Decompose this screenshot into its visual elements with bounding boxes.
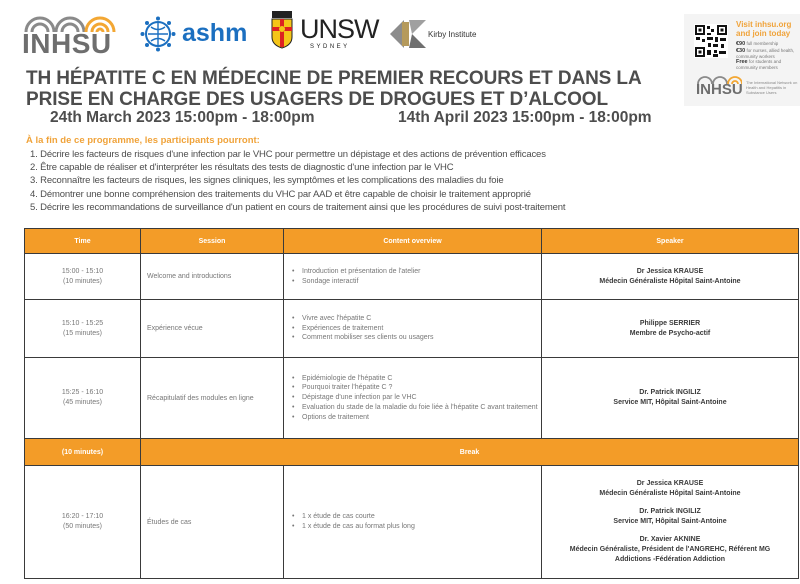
duration: (10 minutes) (63, 277, 102, 285)
header-time: Time (25, 229, 141, 254)
content-item: • Vivre avec l'hépatite C (292, 314, 541, 324)
speaker-role: Médecin Généraliste Hôpital Saint-Antoine (599, 277, 741, 285)
content-cell (284, 358, 542, 439)
content-cell (284, 466, 542, 579)
promo-visit-text[interactable]: Visit inhsu.org and join today (736, 20, 792, 38)
promo-price-free: Free for students and community members (736, 59, 782, 70)
break-duration: (10 minutes) (25, 439, 141, 466)
objectives-heading: À la fin de ce programme, les participants pourront: (26, 135, 260, 146)
duration: (50 minutes) (63, 523, 102, 530)
objective-item: 4. Démontrer une bonne compréhension des traitements du VHC par AAD et être capable de choisir le traitement approprié (30, 188, 531, 200)
promo-price-nurses: €30 for nurses, allied health, community workers (736, 48, 795, 59)
table-header-row (25, 229, 799, 254)
session-cell: Expérience vécue (141, 300, 284, 358)
unsw-wordmark: UNSW (300, 14, 379, 44)
content-item: • Dépistage d'une infection par le VHC (292, 393, 541, 403)
promo-tagline: The International Network on Health and Hepatitis in Substance Users (746, 80, 798, 95)
objective-item: 1. Décrire les facteurs de risques d'une infection par le VHC pour permettre un dépistage et des actions de prévention efficaces (30, 149, 546, 160)
speaker-cell (542, 300, 799, 358)
table-row (25, 300, 799, 358)
table-row (25, 254, 799, 300)
content-item: • Pourquoi traiter l'hépatite C ? (292, 383, 541, 393)
unsw-logo (270, 11, 379, 57)
session-cell: Récapitulatif des modules en ligne (141, 358, 284, 439)
content-item: • Introduction et présentation de l'atelier (292, 267, 541, 277)
table-row (25, 466, 799, 579)
ashm-logo (140, 16, 255, 52)
speaker-role: Service MIT, Hôpital Saint-Antoine (613, 399, 727, 406)
header-content: Content overview (284, 229, 542, 254)
objectives-list (30, 148, 670, 214)
inhsu-wordmark: INHSU (22, 28, 112, 59)
speaker-role: Médecin Généraliste Hôpital Saint-Antoine (599, 490, 741, 497)
speaker (542, 388, 798, 408)
unsw-crest-icon (270, 11, 294, 51)
speaker-role: Membre de Psycho-actif (629, 329, 711, 337)
speaker-role: Service MIT, Hôpital Saint-Antoine (613, 518, 727, 525)
speaker-name: Dr Jessica KRAUSE (636, 480, 704, 487)
break-label: Break (141, 439, 799, 466)
speaker (542, 479, 798, 499)
speaker (542, 319, 798, 339)
time-cell (25, 300, 141, 358)
partner-logos (0, 0, 680, 60)
content-item: • Comment mobiliser ses clients ou usagers (292, 333, 541, 343)
content-cell (284, 300, 542, 358)
objective-item: 5. Décrire les recommandations de surveillance d'un patient en cours de traitement ainsi que les procédures de suivi post-traitement (30, 201, 566, 213)
time-cell (25, 254, 141, 300)
speaker-name: Dr. Patrick INGILIZ (639, 389, 701, 396)
time-range: 16:20 - 17:10 (61, 513, 104, 520)
session-date-2: 14th April 2023 15:00pm - 18:00pm (398, 109, 652, 126)
ashm-wordmark: ashm (182, 19, 248, 47)
speaker (542, 535, 798, 565)
speaker (542, 507, 798, 527)
speaker-name: Dr. Xavier AKNINE (639, 536, 701, 543)
kirby-logo (388, 14, 488, 54)
header-session: Session (141, 229, 284, 254)
time-range: 15:00 - 15:10 (61, 267, 104, 275)
speaker-name: Dr. Patrick INGILIZ (639, 508, 701, 515)
table-row (25, 358, 799, 439)
promo-price-full: €90 full membership (736, 41, 779, 47)
speaker (542, 267, 798, 287)
kirby-wordmark: Kirby Institute (428, 30, 477, 39)
duration: (15 minutes) (63, 329, 102, 337)
inhsu-logo (22, 12, 117, 58)
title-line-1: TH HÉPATITE C EN MÉDECINE DE PREMIER RECOURS ET DANS LA (26, 68, 642, 89)
time-range: 15:10 - 15:25 (61, 319, 104, 327)
content-item: • 1 x étude de cas courte (292, 512, 541, 522)
time-cell (25, 358, 141, 439)
content-item: • Evaluation du stade de la maladie du foie liée à l'hépatite C avant traitement (292, 403, 541, 413)
qr-code-icon[interactable] (694, 24, 728, 58)
promo-inhsu-wordmark: INHSU (696, 81, 743, 98)
time-cell (25, 466, 141, 579)
objective-item: 2. Être capable de réaliser et d'interpréter les résultats des tests de diagnostic d'une infection par le VHC (30, 162, 454, 174)
content-item: • Expériences de traitement (292, 324, 541, 334)
kirby-k-icon (388, 14, 428, 54)
session-cell: Études de cas (141, 466, 284, 579)
content-item: • Options de traitement (292, 413, 541, 423)
content-item: • 1 x étude de cas au format plus long (292, 522, 541, 532)
unsw-sydney: SYDNEY (310, 44, 350, 50)
content-item: • Epidémiologie de l'hépatite C (292, 374, 541, 384)
duration: (45 minutes) (63, 399, 102, 406)
session-date-1: 24th March 2023 15:00pm - 18:00pm (50, 109, 315, 126)
schedule-table (24, 228, 799, 579)
speaker-role: Médecin Généraliste, Président de l'ANGREHC, Référent MG Addictions -Fédération Addiction (569, 546, 771, 563)
content-item: • Sondage interactif (292, 277, 541, 287)
objective-item: 3. Reconnaître les facteurs de risques, les signes cliniques, les symptômes et les complications des maladies du foie (30, 175, 504, 187)
header-speaker: Speaker (542, 229, 799, 254)
speaker-cell (542, 358, 799, 439)
break-row (25, 439, 799, 466)
content-cell (284, 254, 542, 300)
speaker-cell (542, 254, 799, 300)
page-title (26, 68, 706, 110)
title-line-2: PRISE EN CHARGE DES USAGERS DE DROGUES ET D’ALCOOL (26, 89, 608, 110)
ashm-globe-icon (140, 16, 176, 52)
speaker-name: Philippe SERRIER (639, 319, 701, 327)
speaker-cell (542, 466, 799, 579)
speaker-name: Dr Jessica KRAUSE (636, 267, 704, 275)
time-range: 15:25 - 16:10 (61, 389, 104, 396)
session-cell: Welcome and introductions (141, 254, 284, 300)
